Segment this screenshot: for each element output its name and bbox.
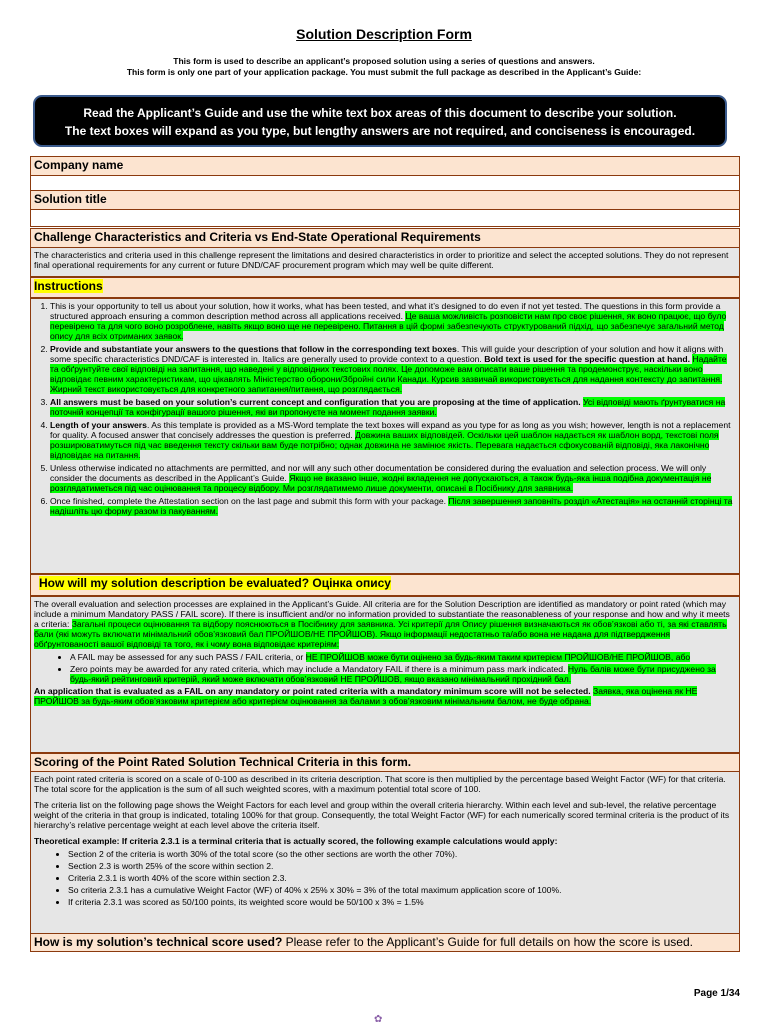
instruction-6-uk: Після завершення заповніть розділ «Атестація» на останній сторінці та надішліть цю форму разом із пакуванням. — [50, 496, 733, 516]
evaluation-heading — [30, 574, 740, 596]
instruction-6-en: Once finished, complete the Attestation section on the last page and submit this form with your package. — [50, 496, 447, 506]
banner-line-1: Read the Applicant’s Guide and use the white text box areas of this document to describe your solution. — [83, 106, 677, 120]
evaluation-title: How will my solution description be evaluated? Оцінка опису — [39, 576, 391, 590]
challenge-text: The characteristics and criteria used in this challenge represent the limitations and desired characteristics in order to prioritize and select the accepted solutions. They do not represent final operational requirements for any current or future DND/CAF procurement program which may well be quite different. — [30, 247, 740, 277]
evaluation-p2-uk: Заявка, яка оцінена як НЕ ПРОЙШОВ за будь-яким обов’язковим критерієм або критерієм оцінювання за балами з обов’язковим мінімальним балом, не буде обрана. — [34, 686, 698, 706]
scoring-text — [30, 771, 740, 934]
instruction-5-uk: Якщо не вказано інше, жодні вкладення не допускаються, а також будь-яка інша подібна документація не розглядатиметься під час оцінювання та процесу відбору. Ми розглядатимемо лише документи, описані в Посібнику для заявника. — [50, 473, 712, 493]
challenge-heading: Challenge Characteristics and Criteria vs End-State Operational Requirements — [30, 228, 740, 248]
intro-line-1: This form is used to describe an applicant’s proposed solution using a series of questions and answers. — [173, 56, 595, 66]
page-number: Page 1/34 — [693, 988, 740, 999]
solution-title-field[interactable] — [30, 209, 740, 227]
company-name-field[interactable] — [30, 175, 740, 191]
evaluation-b2-uk: Нуль балів може бути присуджено за будь-який рейтинговий критерій, який може включати обов’язковий НЕ ПРОЙШОВ, якщо вказано мінімальний прохідний бал. — [70, 664, 716, 684]
instruction-banner — [33, 95, 727, 147]
page-title: Solution Description Form — [296, 26, 472, 42]
technical-score-answer: Please refer to the Applicant’s Guide for full details on how the score is used. — [282, 935, 693, 949]
instruction-item-3 — [50, 397, 736, 417]
instruction-item-2 — [50, 344, 736, 394]
instruction-3-bold: All answers must be based on your solution’s current concept and configuration that you are proposing at the time of application. — [50, 397, 581, 407]
evaluation-text — [30, 596, 740, 753]
instruction-5-en: Unless otherwise indicated no attachments are permitted, and nor will any such other documentation be considered during the evaluation and selection process. We will only consider the documents as described in the Applicant’s Guide. — [50, 463, 707, 483]
evaluation-paragraph-2 — [34, 686, 736, 706]
instructions-list — [30, 298, 740, 574]
instruction-1-en: This is your opportunity to tell us about your solution, how it works, what has been tested, and what it’s designed to do even if not yet tested. The questions in this form provide a structured approach ensuring a common description method across all applications received. — [50, 301, 721, 321]
evaluation-p2-bold: An application that is evaluated as a FAIL on any mandatory or point rated criteria with a mandatory minimum score will not be selected. — [34, 686, 591, 696]
instruction-item-1 — [50, 301, 736, 341]
technical-score-row — [30, 933, 740, 952]
scoring-example: Theoretical example: If criteria 2.3.1 is a terminal criteria that is actually scored, the following example calculations would apply: — [34, 836, 558, 846]
scoring-bullet: • So criteria 2.3.1 has a cumulative Weight Factor (WF) of 40% x 25% x 30% = 3% of the total maximum application score of 100%. — [68, 885, 736, 895]
instruction-item-5 — [50, 463, 736, 493]
intro-text — [0, 56, 768, 78]
instruction-3-uk: Усі відповіді мають ґрунтуватися на поточній концепції та конфігурації вашого рішення, які ви пропонуєте на момент подання заявки. — [50, 397, 726, 417]
evaluation-p1-en: The overall evaluation and selection processes are explained in the Applicant’s Guide. All criteria are for the Solution Description are identified as mandatory or point rated (which may include a minimum Mandatory PASS / FAIL score). If there is insufficient and/or no information provided to substantiate the reasonableness of your response and how and why it meets a criteria: — [34, 599, 730, 629]
instruction-1-uk: Це ваша можливість розповісти нам про своє рішення, як воно працює, що було перевірено та для чого воно розроблене, навіть якщо воно ще не перевірено. Питання в цій формі забезпечують структурований підхід, що забезпечує загальний метод опису для всіх отриманих заявок. — [50, 311, 727, 341]
scoring-bullet: • Section 2.3 is worth 25% of the score within section 2. — [68, 861, 736, 871]
scoring-paragraph-2: The criteria list on the following page shows the Weight Factors for each level and group within the overall criteria hierarchy. Within each level and sub-level, the relative percentage weight of the criteria in that group is indicated, totaling 100% for that group. Consequently, the total Weight Factor (WF) for each numerically scored terminal criteria is the product of its hierarchy’s relative percentage weight at each level above the criteria itself. — [34, 800, 730, 830]
instruction-item-6 — [50, 496, 736, 516]
intro-line-2: This form is only one part of your application package. You must submit the full package as described in the Applicant’s Guide: — [126, 67, 642, 77]
evaluation-b1-en: A FAIL may be assessed for any such PASS / FAIL criteria, or — [70, 652, 304, 662]
technical-score-question: How is my solution’s technical score used? — [34, 935, 283, 949]
instruction-4-bold: Length of your answers — [50, 420, 147, 430]
evaluation-bullet-1 — [70, 652, 736, 662]
instruction-item-4 — [50, 420, 736, 460]
banner-line-2: The text boxes will expand as you type, but lengthy answers are not required, and conciseness is encouraged. — [64, 124, 696, 138]
flower-logo-icon: ✿ — [374, 1014, 383, 1025]
evaluation-p1-uk: Загальні процеси оцінювання та відбору пояснюються в Посібнику для заявника. Усі критерії для Опису рішення визначаються як обов’язкові або ті, за які ставлять бали (які можуть включати мінімальний обов’язковий бал ПРОЙШОВ/НЕ ПРОЙШОВ). Якщо інформації недостатньо та/або вона не надана для підтвердження обґрунтованості вашої відповіді та того, як і чому вона відповідає критеріям: — [34, 619, 727, 649]
instruction-4-en: . As this template is provided as a MS-Word template the text boxes will expand as you type for as long as you wish; however, length is not a replacement for quality. A focused answer that concisely addresses the question is preferred. — [50, 420, 731, 440]
evaluation-bullet-2 — [70, 664, 736, 684]
scoring-bullet: • Section 2 of the criteria is worth 30% of the total score (so the other sections are worth the other 70%). — [68, 849, 736, 859]
instructions-title: Instructions — [34, 279, 103, 293]
evaluation-paragraph-1 — [34, 599, 736, 649]
instructions-heading — [30, 277, 740, 298]
scoring-heading: Scoring of the Point Rated Solution Technical Criteria in this form. — [30, 753, 740, 772]
evaluation-b1-uk: НЕ ПРОЙШОВ може бути оцінено за будь-яким таким критерієм ПРОЙШОВ/НЕ ПРОЙШОВ, або — [305, 652, 691, 662]
instruction-2-en: . This will guide your description of your solution and how it aligns with some specific characteristics DND/CAF is interested in. Italics are generally used to provide context to a question. — [50, 344, 724, 364]
scoring-bullet: • Criteria 2.3.1 is worth 40% of the score within section 2.3. — [68, 873, 736, 883]
instruction-2-uk: Надайте та обґрунтуйте свої відповіді на запитання, що наведені у відповідних текстових полях. Це допоможе вам описати ваше рішення та продемонструє, наскільки воно відповідає певним характеристикам, що цікавлять Міністерство оборони/Збройні сили Канади. Курсив зазвичай використовується для надання контексту до запитання. Жирний текст використовується для конкретного запитання/питання, що розглядається. — [50, 354, 727, 394]
scoring-bullet: • If criteria 2.3.1 was scored as 50/100 points, its weighted score would be 50/100 x 3% = 1.5% — [68, 897, 736, 907]
instruction-2-bold2: Bold text is used for the specific question at hand. — [484, 354, 690, 364]
instruction-2-bold: Provide and substantiate your answers to the questions that follow in the corresponding text boxes — [50, 344, 457, 354]
company-name-label: Company name — [30, 156, 740, 176]
scoring-paragraph-1: Each point rated criteria is scored on a scale of 0-100 as described in its criteria description. That score is then multiplied by the percentage based Weight Factor (WF) for that criteria. The total score for the application is the sum of all such weighted scores, with a maximum potential total score of 100. — [34, 774, 726, 794]
instruction-4-uk: Довжина ваших відповідей. Оскільки цей шаблон надається як шаблон ворд, текстові поля розширюватимуться під час введення тексту скільки вам буде потрібно; однак довжина не замінює якість. Перевага надається сфокусованій відповіді, яка лаконічно відповідає на питання. — [50, 430, 719, 460]
evaluation-b2-en: Zero points may be awarded for any rated criteria, which may include a Mandatory FAIL if there is a minimum pass mark indicated. — [70, 664, 566, 674]
solution-title-label: Solution title — [30, 190, 740, 210]
